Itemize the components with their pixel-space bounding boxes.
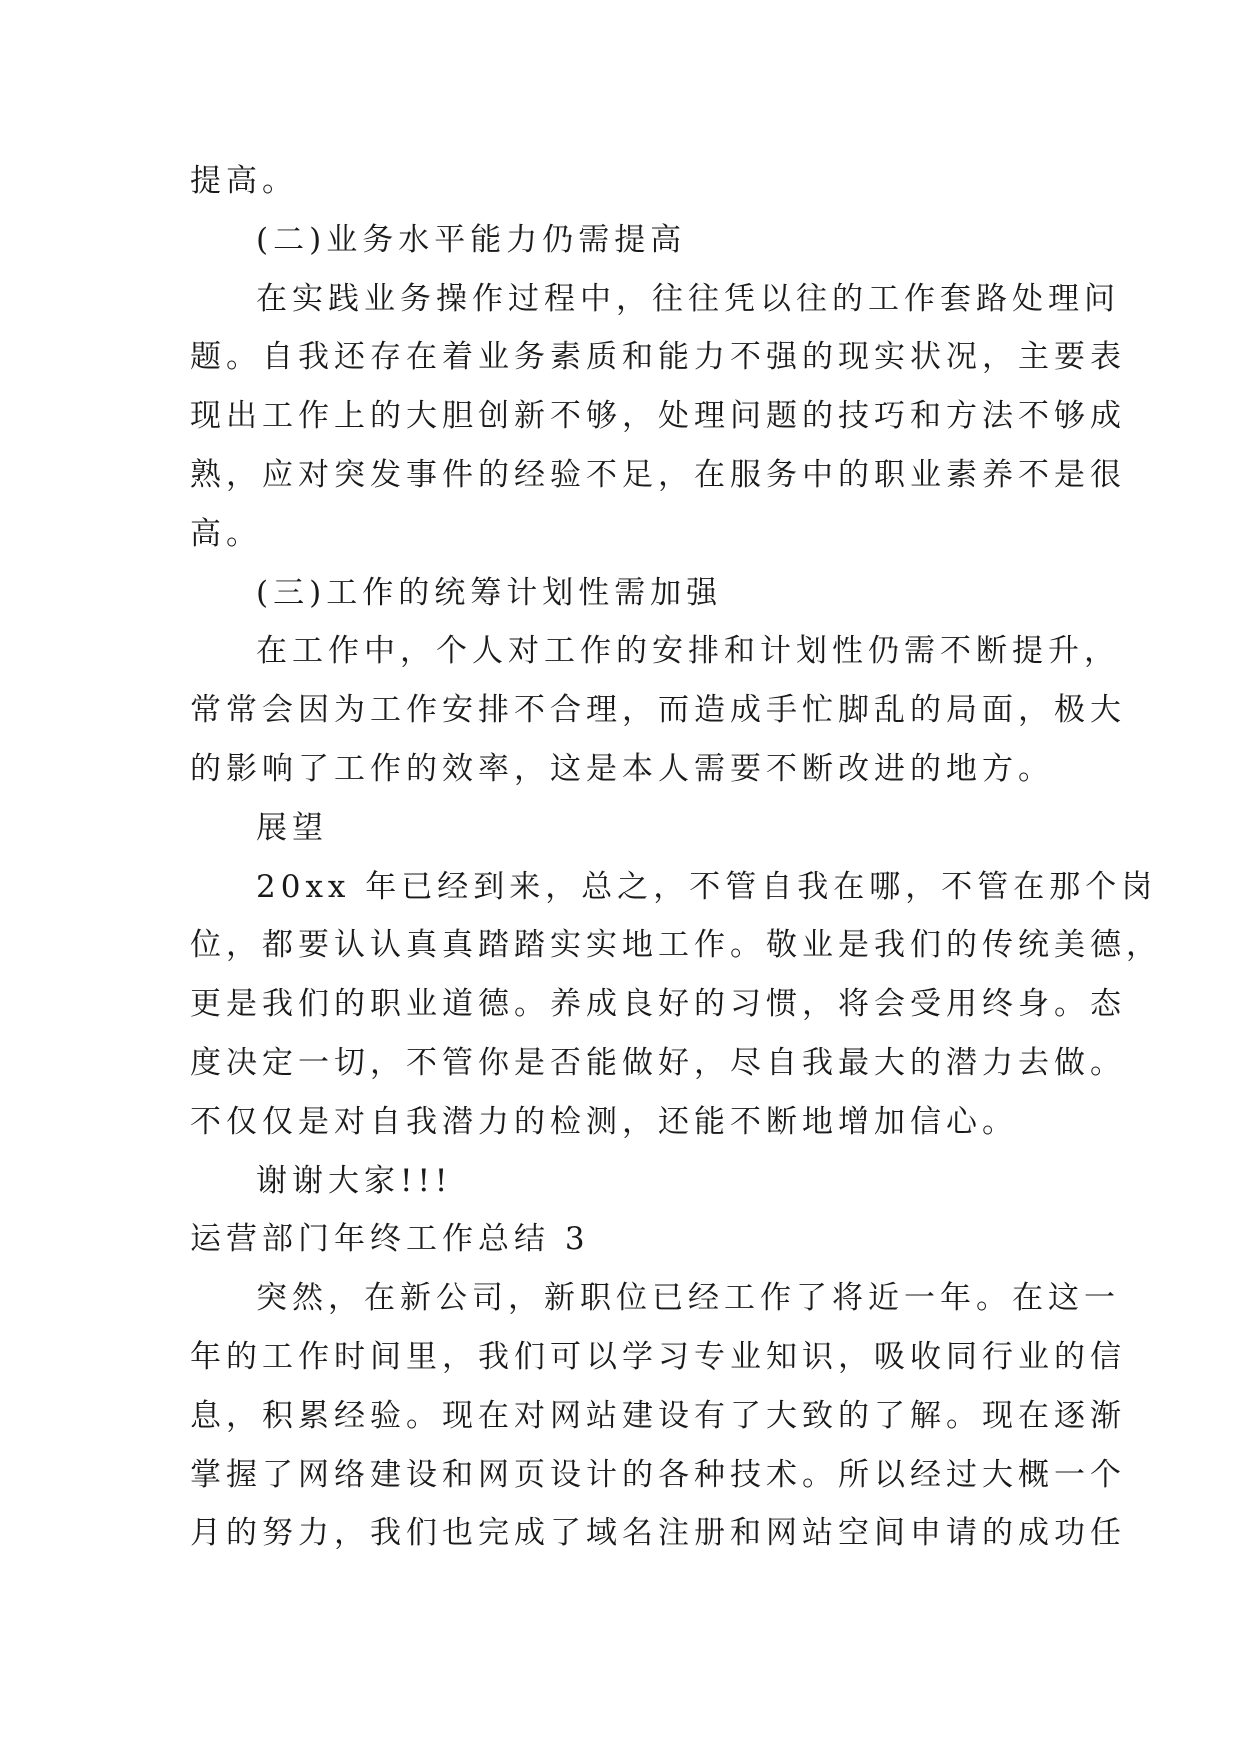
text-line: 在工作中，个人对工作的安排和计划性仍需不断提升， — [256, 633, 1120, 670]
text-line: 高。 — [190, 515, 262, 552]
closing-line: 谢谢大家!!! — [256, 1162, 453, 1199]
text-line: 现出工作上的大胆创新不够，处理问题的技巧和方法不够成 — [190, 398, 1126, 435]
text-line: 提高。 — [190, 163, 298, 199]
text-line: 息，积累经验。现在对网站建设有了大致的了解。现在逐渐 — [190, 1397, 1126, 1434]
text-line: 常常会因为工作安排不合理，而造成手忙脚乱的局面，极大 — [190, 692, 1126, 729]
text-line: 不仅仅是对自我潜力的检测，还能不断地增加信心。 — [190, 1103, 1018, 1140]
text-line: 更是我们的职业道德。养成良好的习惯，将会受用终身。态 — [190, 986, 1126, 1023]
document-body — [190, 152, 1162, 1563]
document-title: 运营部门年终工作总结 3 — [190, 1221, 590, 1258]
section-heading: (二)业务水平能力仍需提高 — [256, 221, 687, 258]
section-heading: 展望 — [256, 809, 328, 846]
text-line: 掌握了网络建设和网页设计的各种技术。所以经过大概一个 — [190, 1456, 1126, 1493]
text-line: 位，都要认认真真踏踏实实地工作。敬业是我们的传统美德， — [190, 927, 1162, 964]
text-line: 年的工作时间里，我们可以学习专业知识，吸收同行业的信 — [190, 1338, 1126, 1375]
text-line: 20xx 年已经到来，总之，不管自我在哪，不管在那个岗 — [256, 868, 1158, 905]
text-line: 在实践业务操作过程中，往往凭以往的工作套路处理问 — [256, 280, 1120, 317]
text-line: 的影响了工作的效率，这是本人需要不断改进的地方。 — [190, 750, 1054, 787]
text-line: 月的努力，我们也完成了域名注册和网站空间申请的成功任 — [190, 1515, 1126, 1552]
text-line: 题。自我还存在着业务素质和能力不强的现实状况，主要表 — [190, 339, 1126, 376]
text-line: 熟，应对突发事件的经验不足，在服务中的职业素养不是很 — [190, 456, 1126, 493]
section-heading: (三)工作的统筹计划性需加强 — [256, 574, 723, 611]
text-line: 突然，在新公司，新职位已经工作了将近一年。在这一 — [256, 1280, 1120, 1317]
text-line: 度决定一切，不管你是否能做好，尽自我最大的潜力去做。 — [190, 1044, 1126, 1081]
